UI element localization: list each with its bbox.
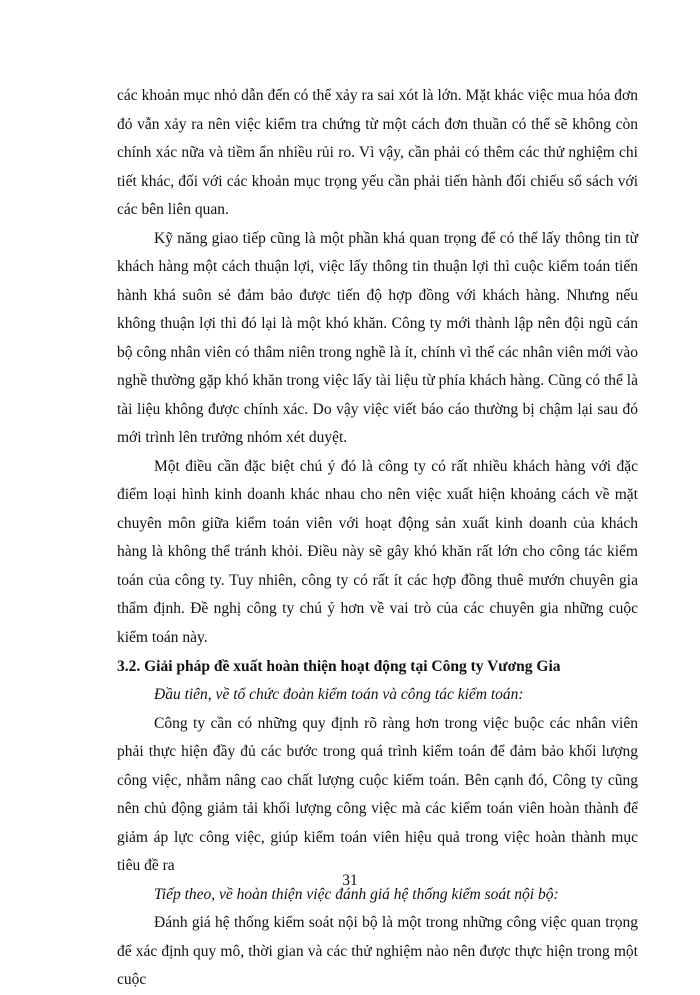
paragraph-audit-regulations: Công ty cần có những quy định rõ ràng hơn trong việc buộc các nhân viên phải thực hiện đầy đủ các bước trong quá trình kiểm toán để đảm bảo khối lượng công việc, nhằm nâng cao chất lượng cuộc kiểm toán. Bên cạnh đó, Công ty cũng nên chủ động giảm tải khối lượng công việc mà các kiểm toán viên hoàn thành để giảm áp lực công việc, giúp kiểm toán viên hiệu quả trong việc hoàn thành mục tiêu đề ra [117,714,638,874]
paragraph-substantive-testing: các khoản mục nhỏ dẫn đến có thể xảy ra sai xót là lớn. Mặt khác việc mua hóa đơn đỏ vẫn xảy ra nên việc kiểm tra chứng từ một cách đơn thuần có thể sẽ không còn chính xác nữa và tiềm ẩn nhiều rủi ro. Vì vậy, cần phải có thêm các thử nghiệm chi tiết khác, đối với các khoản mục trọng yếu cần phải tiến hành đối chiếu sổ sách với các bên liên quan. [117,87,638,218]
paragraph-internal-control-evaluation: Đánh giá hệ thống kiểm soát nội bộ là một trong những công việc quan trọng để xác định quy mô, thời gian và các thử nghiệm nào nên được thực hiện trong một cuộc [117,914,638,988]
subheading-audit-team: Đầu tiên, về tổ chức đoàn kiểm toán và công tác kiểm toán: [154,686,524,703]
paragraph-communication-skills: Kỹ năng giao tiếp cũng là một phần khá quan trọng để có thể lấy thông tin từ khách hàng một cách thuận lợi, việc lấy thông tin thuận lợi thì cuộc kiểm toán tiến hành khá suôn sẻ đảm bảo được tiến độ hợp đồng với khách hàng. Nhưng nếu không thuận lợi thì đó lại là một khó khăn. Công ty mới thành lập nên đội ngũ cán bộ công nhân viên có thâm niên trong nghề là ít, chính vì thế các nhân viên mới vào nghề thường gặp khó khăn trong việc lấy tài liệu từ phía khách hàng. Cũng có thể là tài liệu không được chính xác. Do vậy việc viết báo cáo thường bị chậm lại sau đó mới trình lên trưởng nhóm xét duyệt. [117,229,638,446]
page-number: 31 [342,872,358,889]
subheading-internal-control: Tiếp theo, về hoàn thiện việc đánh giá hệ thống kiểm soát nội bộ: [154,885,559,903]
section-heading: 3.2. Giải pháp đề xuất hoàn thiện hoạt động tại Công ty Vương Gia [117,658,561,675]
paragraph-expert-consultation: Một điều cần đặc biệt chú ý đó là công ty có rất nhiều khách hàng với đặc điểm loại hình kinh doanh khác nhau cho nên việc xuất hiện khoảng cách về mặt chuyên môn giữa kiểm toán viên với hoạt động sản xuất kinh doanh của khách hàng là không thể tránh khỏi. Điều này sẽ gây khó khăn rất lớn cho công tác kiểm toán của công ty. Tuy nhiên, công ty có rất ít các hợp đồng thuê mướn chuyên gia thẩm định. Đề nghị công ty chú ý hơn về vai trò của các chuyên gia những cuộc kiểm toán này. [117,457,638,646]
document-page [117,82,638,995]
